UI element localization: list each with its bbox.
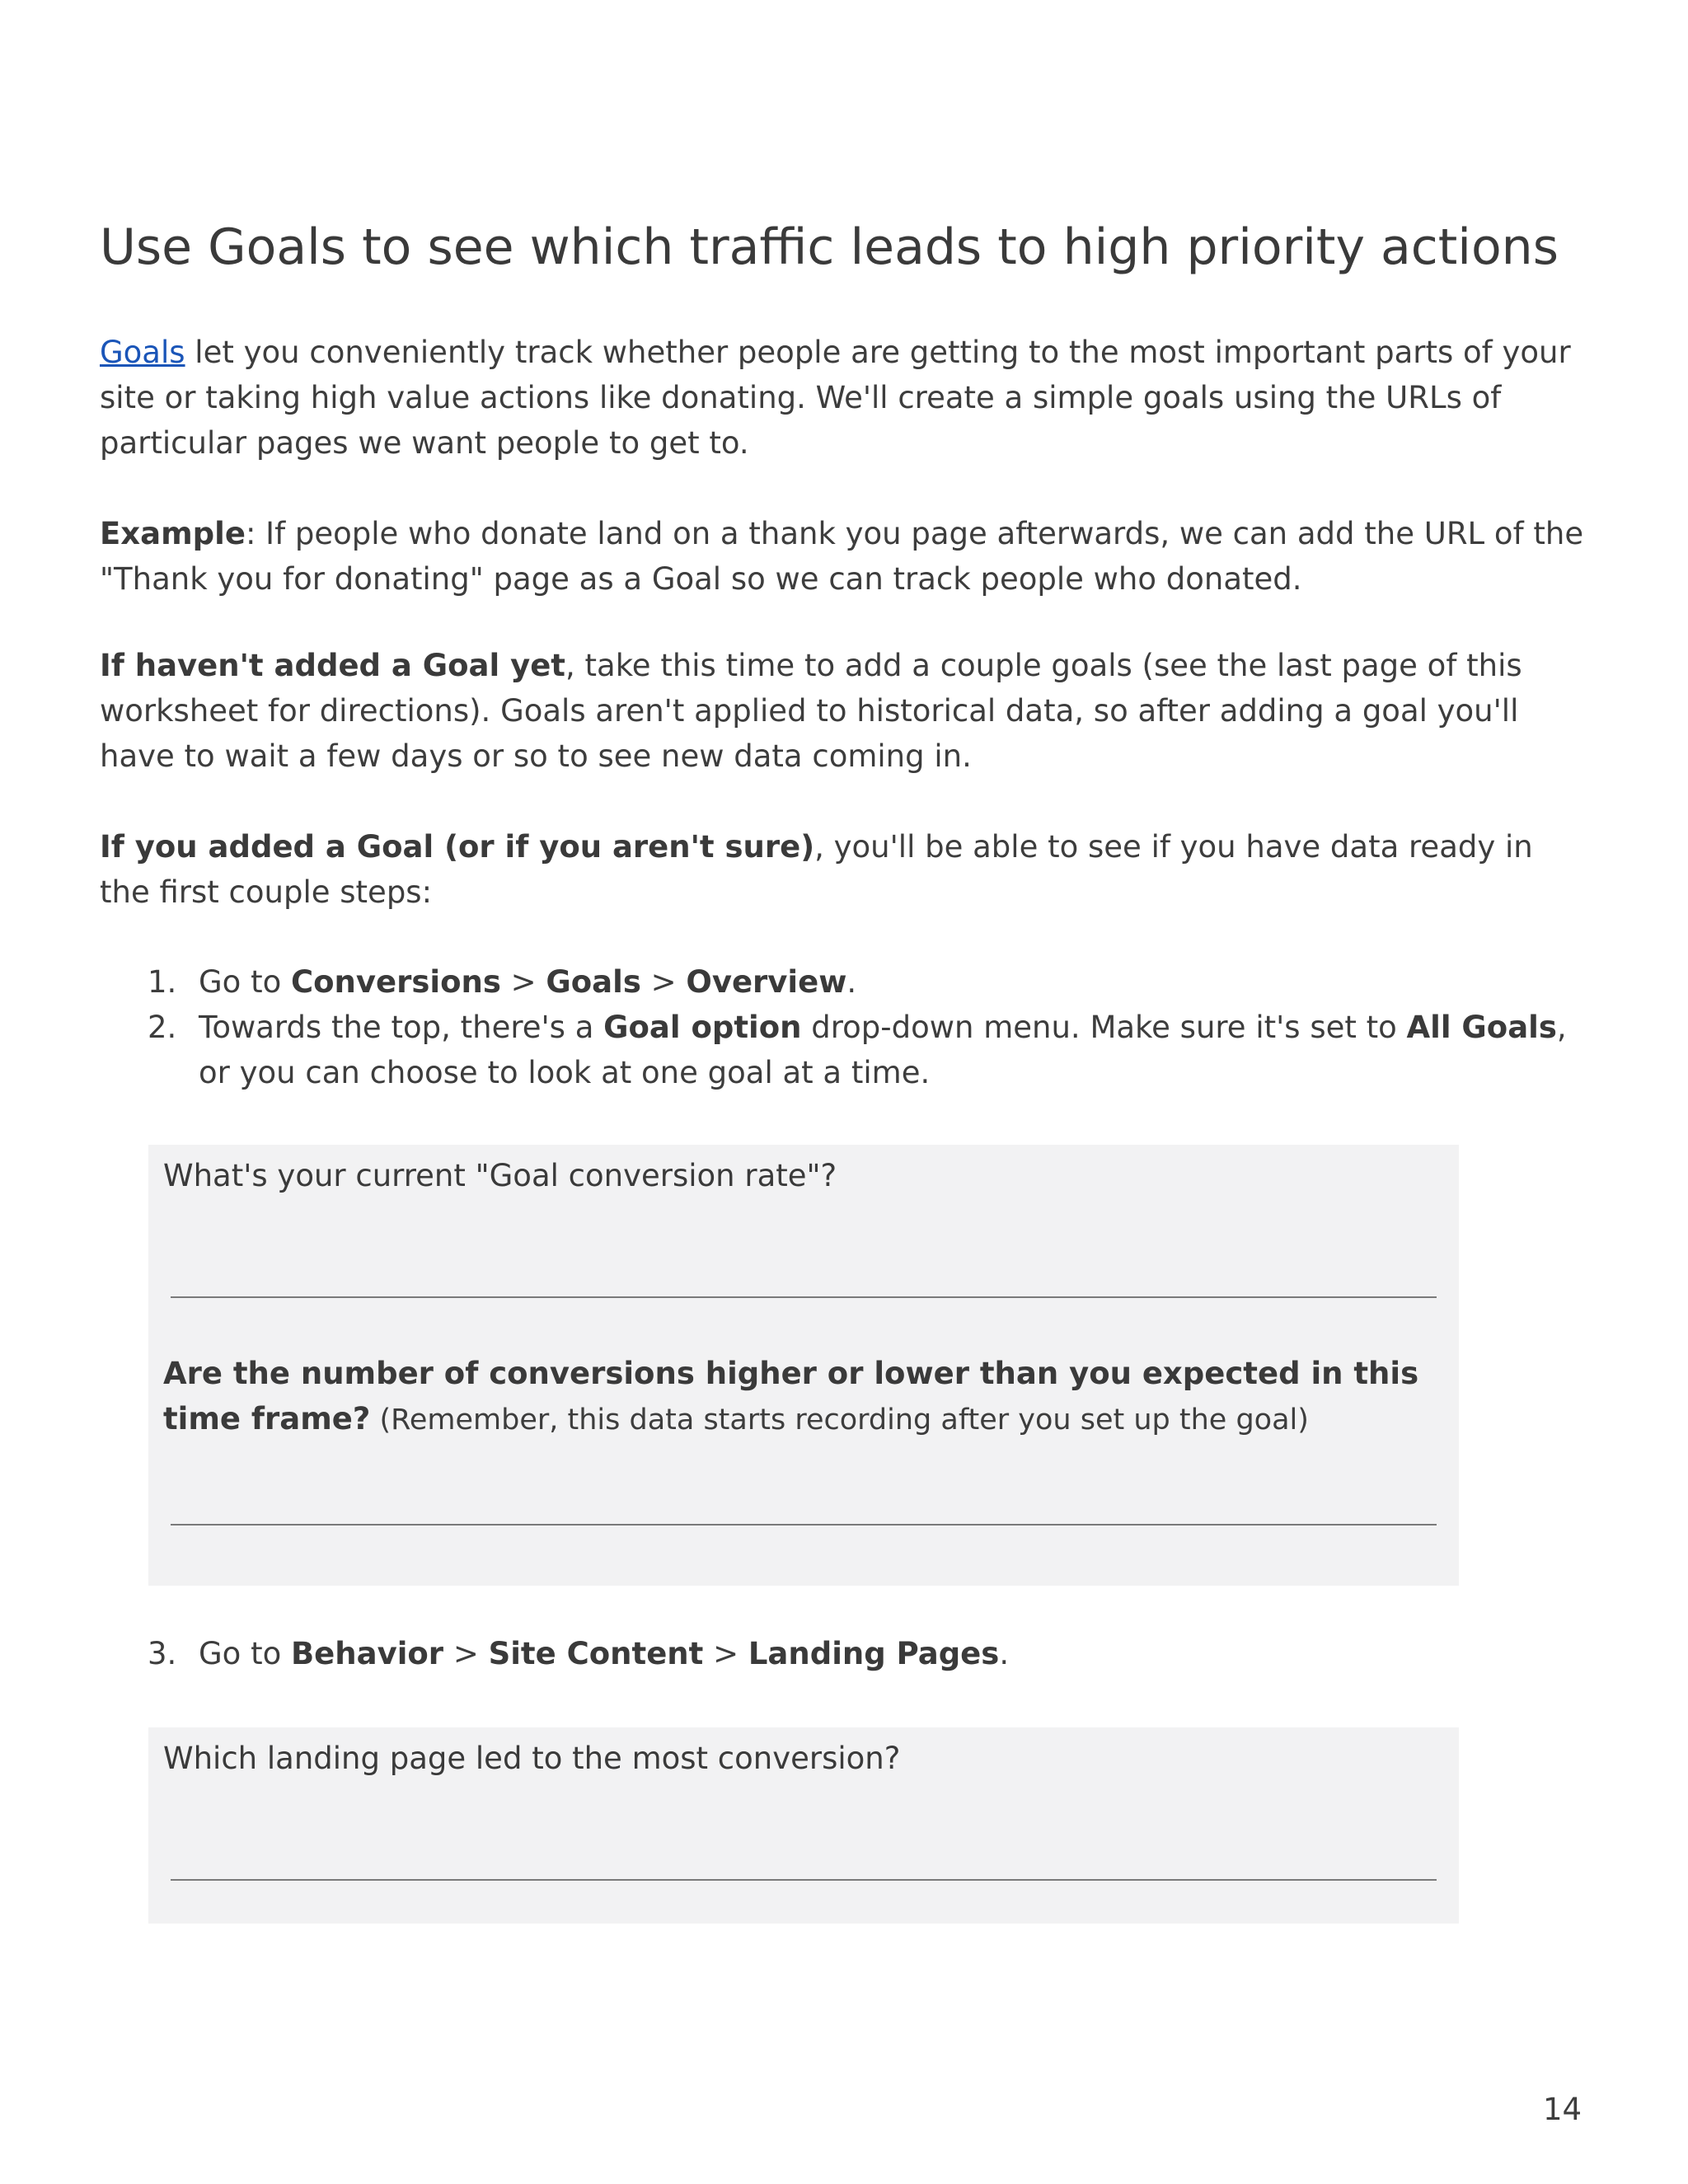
step-text: Go to [199, 964, 291, 1000]
step-text: drop-down menu. Make sure it's set to [801, 1010, 1407, 1045]
menu-name: Site Content [488, 1636, 704, 1671]
answer-line[interactable] [171, 1524, 1437, 1526]
question-top-landing-page: Which landing page led to the most conversion? [163, 1741, 901, 1776]
step-text: Towards the top, there's a [199, 1010, 604, 1045]
menu-name: Goal option [603, 1010, 802, 1045]
question-conversions-expectation [163, 1351, 1445, 1443]
step-text: > [703, 1636, 748, 1671]
step-text: Go to [199, 1636, 291, 1671]
intro-paragraph [100, 330, 1592, 466]
menu-name: Goals [546, 964, 641, 1000]
example-paragraph [100, 511, 1592, 602]
page-number: 14 [1543, 2092, 1582, 2127]
step-text: . [999, 1636, 1010, 1671]
menu-name: Overview [686, 964, 847, 1000]
menu-name: Landing Pages [748, 1636, 1000, 1671]
list-item [100, 1005, 1592, 1095]
intro-text: let you conveniently track whether people are getting to the most important parts of your site or taking high value actions like donating. We'll create a simple goals using the URLs of particular pages we want people to get to. [100, 335, 1571, 461]
added-goal-text: , you'll be able to see if you have data ready in the first couple steps: [100, 829, 1533, 910]
step-text: > [640, 964, 687, 1000]
answer-line[interactable] [171, 1879, 1437, 1881]
goals-link[interactable]: Goals [100, 335, 185, 370]
step-text: > [500, 964, 546, 1000]
step-text: . [846, 964, 857, 1000]
step-number: 3. [148, 1636, 177, 1671]
step-text: , or you can choose to look at one goal at a time. [199, 1010, 1567, 1090]
steps-list [100, 1631, 1592, 1676]
question-goal-conversion-rate: What's your current "Goal conversion rate"? [163, 1158, 837, 1193]
no-goal-paragraph [100, 643, 1592, 779]
question-text: Are the number of conversions higher or lower than you expected in this time frame? [163, 1356, 1419, 1436]
page-title: Use Goals to see which traffic leads to high priority actions [100, 218, 1559, 276]
menu-name: All Goals [1406, 1010, 1557, 1045]
added-goal-label: If you added a Goal (or if you aren't sure) [100, 829, 815, 865]
answer-line[interactable] [171, 1296, 1437, 1298]
step-text: > [443, 1636, 489, 1671]
no-goal-text: , take this time to add a couple goals (see the last page of this worksheet for directions). Goals aren't applied to historical data, so after adding a goal you'll have to wait a few days or so to see new data coming in. [100, 648, 1522, 774]
example-text: : If people who donate land on a thank you page afterwards, we can add the URL of the "Thank you for donating" page as a Goal so we can track people who donated. [100, 516, 1584, 597]
menu-name: Behavior [290, 1636, 444, 1671]
list-item [100, 959, 1592, 1005]
menu-name: Conversions [290, 964, 501, 1000]
step-number: 1. [148, 964, 177, 1000]
step-number: 2. [148, 1010, 177, 1045]
question-note: (Remember, this data starts recording after you set up the goal) [370, 1404, 1309, 1436]
list-item [100, 1631, 1592, 1676]
added-goal-paragraph [100, 824, 1592, 915]
question-box [148, 1145, 1459, 1586]
question-box [148, 1727, 1459, 1924]
no-goal-label: If haven't added a Goal yet [100, 648, 565, 683]
steps-list [100, 959, 1592, 1095]
example-label: Example [100, 516, 246, 551]
